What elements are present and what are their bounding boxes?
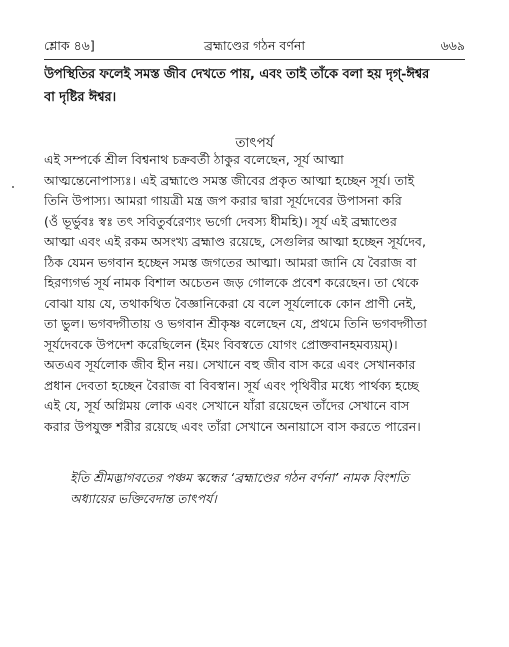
page-header: [44, 38, 465, 58]
translation-text: [44, 63, 469, 109]
closing-line: অধ্যায়ের ভক্তিবেদান্ত তাৎপর্য।: [70, 491, 217, 506]
purport-line: আত্মন্তেনোপাস্যঃ। এই ব্রহ্মাণ্ডে সমস্ত জীবের প্রকৃত আত্মা হচ্ছেন সূর্য। তাই: [44, 172, 415, 188]
scan-speck: [12, 186, 14, 188]
header-rule: [44, 59, 465, 60]
closing-line: ইতি শ্রীমদ্ভাগবতের পঞ্চম স্কন্ধের ‘ব্রহ্মাণ্ডের গঠন বর্ণনা’ নামক বিংশতি: [70, 470, 409, 485]
purport-body: [44, 150, 469, 437]
translation-line: উপস্থিতির ফলেই সমস্ত জীব দেখতে পায়, এবং তাই তাঁকে বলা হয় দৃগ্‌-ঈশ্বর: [44, 67, 430, 82]
purport-line: করার উপযুক্ত শরীর রয়েছে এবং তাঁরা সেখানে অনায়াসে বাস করতে পারেন।: [44, 418, 421, 434]
purport-line: বোঝা যায় যে, তথাকথিত বৈজ্ঞানিকেরা যে বলে সূর্যলোকে কোন প্রাণী নেই,: [44, 295, 417, 311]
purport-line: তা ভুল। ভগবদ্গীতায় ও ভগবান শ্রীকৃষ্ণ বলেছেন যে, প্রথমে তিনি ভগবদ্গীতা: [44, 316, 427, 331]
purport-line: তিনি উপাস্য। আমরা গায়ত্রী মন্ত্র জপ করার দ্বারা সূর্যদেবের উপাসনা করি: [44, 193, 402, 208]
verse-reference: শ্লোক ৪৬]: [44, 38, 95, 53]
purport-line: এই যে, সূর্য অগ্নিময় লোক এবং সেখানে যাঁরা রয়েছেন তাঁদের সেখানে বাস: [44, 398, 410, 413]
purport-heading: তাৎপর্য: [235, 135, 274, 151]
purport-line: ঠিক যেমন ভগবান হচ্ছেন সমস্ত জগতের আত্মা। আমরা জানি যে বৈরাজ বা: [44, 254, 417, 270]
purport-line: এই সম্পর্কে শ্রীল বিশ্বনাথ চক্রবর্তী ঠাকুর বলেছেন, সূর্য আত্মা: [44, 152, 344, 167]
purport-line: হিরণ্যগর্ভ সূর্য নামক বিশাল অচেতন জড় গোলকে প্রবেশ করেছেন। তা থেকে: [44, 275, 419, 290]
purport-line: আত্মা এবং এই রকম অসংখ্য ব্রহ্মাণ্ড রয়েছে, সেগুলির আত্মা হচ্ছেন সূর্যদেব,: [44, 234, 426, 249]
purport-line: সূর্যদেবকে উপদেশ করেছিলেন (ইমং বিবস্বতে যোগং প্রোক্তবানহমব্যয়ম্)।: [44, 336, 398, 352]
translation-line: বা দৃষ্টির ঈশ্বর।: [44, 90, 117, 105]
chapter-title: ব্রহ্মাণ্ডের গঠন বর্ণনা: [203, 38, 306, 53]
page-number: ৬৬৯: [440, 38, 465, 53]
purport-line: (ওঁ ভূর্ভুবঃ স্বঃ তৎ সবিতুর্বরেণ্যং ভর্গো দেবস্য ধীমহি)। সূর্য এই ব্রহ্মাণ্ডের: [44, 213, 397, 229]
purport-line: অতএব সূর্যলোক জীব হীন নয়। সেখানে বহু জীব বাস করে এবং সেখানকার: [44, 357, 416, 372]
chapter-closing-note: [70, 467, 469, 509]
purport-line: প্রধান দেবতা হচ্ছেন বৈরাজ বা বিবস্বান। সূর্য এবং পৃথিবীর মধ্যে পার্থক্য হচ্ছে: [44, 377, 419, 393]
